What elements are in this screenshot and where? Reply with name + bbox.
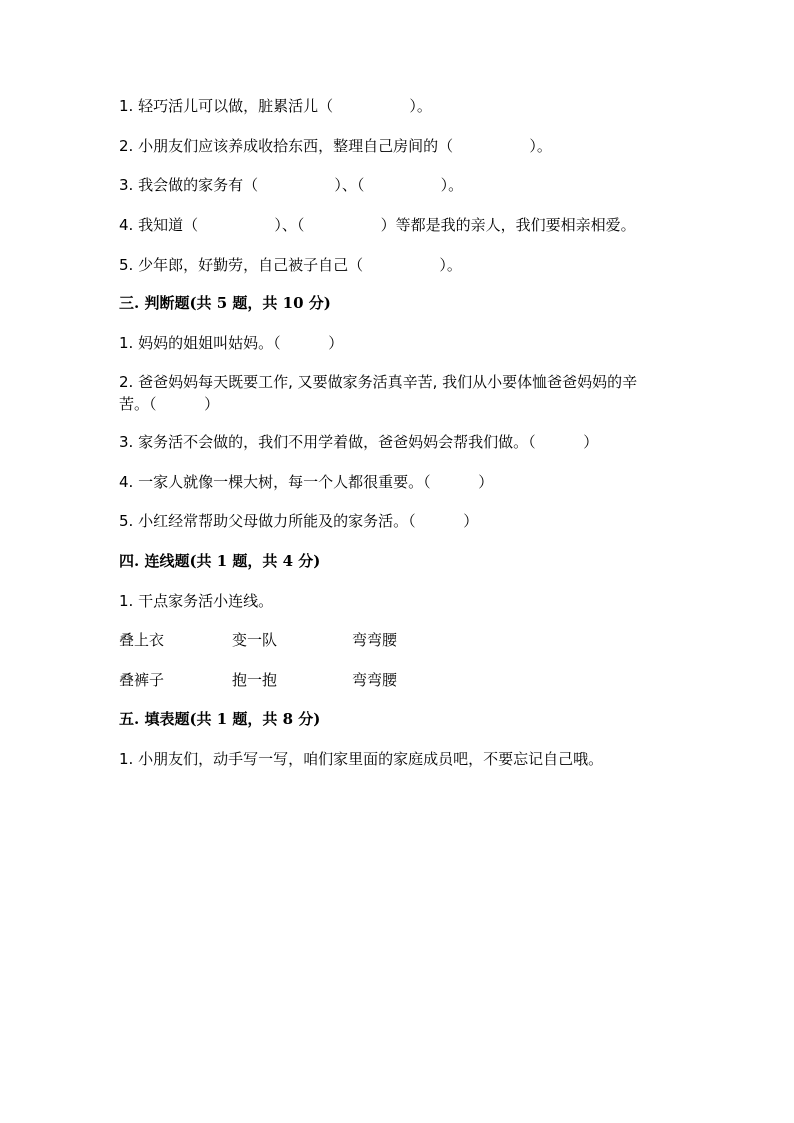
match-row-2-col-2: 抱一抱	[232, 671, 278, 689]
match-row-1-col-2: 变一队	[232, 631, 278, 649]
judge-item-5: 5. 小红经常帮助父母做力所能及的家务活。（ ）	[119, 512, 479, 530]
judge-section-heading: 三. 判断题(共 5 题，共 10 分)	[119, 294, 331, 312]
fill-blank-item-2: 2. 小朋友们应该养成收拾东西，整理自己房间的（ ）。	[119, 137, 552, 155]
judge-item-4: 4. 一家人就像一棵大树，每一个人都很重要。（ ）	[119, 473, 494, 491]
match-question: 1. 干点家务活小连线。	[119, 592, 274, 610]
fill-blank-item-4: 4. 我知道（ ）、（ ）等都是我的亲人，我们要相亲相爱。	[119, 216, 636, 234]
fill-blank-item-3: 3. 我会做的家务有（ ）、（ ）。	[119, 176, 464, 194]
judge-item-3: 3. 家务活不会做的，我们不用学着做，爸爸妈妈会帮我们做。（ ）	[119, 433, 599, 451]
match-row-1-col-1: 叠上衣	[119, 631, 165, 649]
match-row-1-col-3: 弯弯腰	[352, 631, 398, 649]
table-question: 1. 小朋友们，动手写一写，咱们家里面的家庭成员吧，不要忘记自己哦。	[119, 750, 604, 768]
judge-item-2: 2. 爸爸妈妈每天既要工作, 又要做家务活真辛苦, 我们从小要体恤爸爸妈妈的辛苦。（ ）	[119, 373, 638, 413]
match-row-2-col-1: 叠裤子	[119, 671, 165, 689]
fill-blank-item-1: 1. 轻巧活儿可以做，脏累活儿（ ）。	[119, 97, 432, 115]
match-section-heading: 四. 连线题(共 1 题，共 4 分)	[119, 552, 321, 570]
match-row-2-col-3: 弯弯腰	[352, 671, 398, 689]
fill-blank-item-5: 5. 少年郎，好勤劳，自己被子自己（ ）。	[119, 256, 462, 274]
table-section-heading: 五. 填表题(共 1 题，共 8 分)	[119, 710, 321, 728]
judge-item-1: 1. 妈妈的姐姐叫姑妈。（ ）	[119, 334, 344, 352]
